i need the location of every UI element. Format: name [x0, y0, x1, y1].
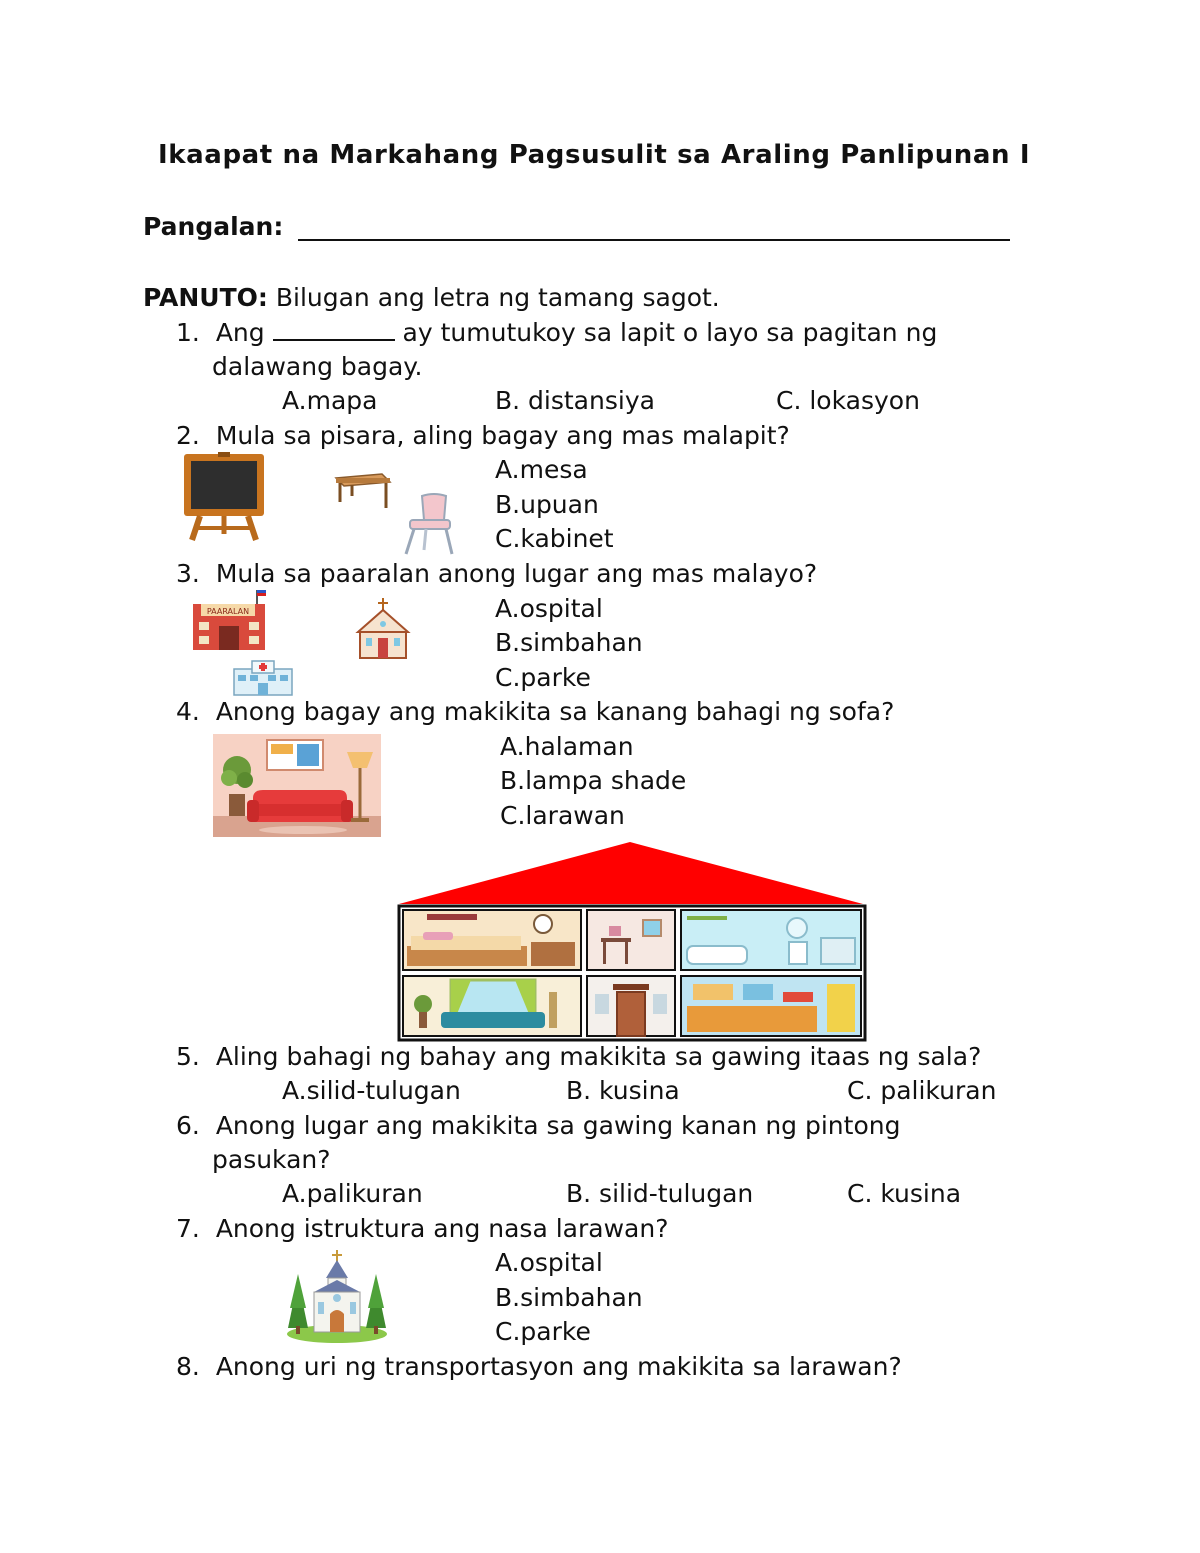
church-icon — [354, 598, 412, 660]
choice-5b[interactable]: B. kusina — [566, 1076, 680, 1105]
question-4 — [176, 695, 894, 729]
choice-3a[interactable]: A.ospital — [495, 594, 603, 623]
study-room — [587, 910, 675, 970]
choice-3c[interactable]: C.parke — [495, 663, 591, 692]
instructions-label: PANUTO: — [143, 283, 268, 312]
question-7 — [176, 1212, 668, 1246]
question-number: 4. — [176, 697, 200, 726]
chair-icon — [400, 492, 460, 556]
question-1 — [176, 316, 937, 350]
question-text: ay tumutukoy sa lapit o layo sa pagitan ng — [402, 318, 938, 347]
question-text: Anong uri ng transportasyon ang makikita sa larawan? — [215, 1352, 902, 1381]
question-number: 7. — [176, 1214, 200, 1243]
question-text: Aling bahagi ng bahay ang makikita sa gawing itaas ng sala? — [215, 1042, 982, 1071]
question-number: 5. — [176, 1042, 200, 1071]
bathroom-room — [681, 910, 861, 970]
choice-7c[interactable]: C.parke — [495, 1317, 591, 1346]
choice-6c[interactable]: C. kusina — [847, 1179, 962, 1208]
kitchen-room — [681, 976, 861, 1036]
church-with-trees-icon — [284, 1250, 390, 1344]
question-number: 6. — [176, 1111, 200, 1140]
choice-2a[interactable]: A.mesa — [495, 455, 588, 484]
question-number: 8. — [176, 1352, 200, 1381]
instructions — [143, 281, 720, 315]
question-3 — [176, 557, 817, 591]
choice-1b[interactable]: B. distansiya — [495, 386, 655, 415]
question-text: Anong lugar ang makikita sa gawing kanan ng pintong — [215, 1111, 901, 1140]
choice-5c[interactable]: C. palikuran — [847, 1076, 997, 1105]
table-icon — [334, 472, 392, 510]
house-diagram-icon — [397, 842, 867, 1042]
bedroom-room — [403, 910, 581, 970]
choice-3b[interactable]: B.simbahan — [495, 628, 643, 657]
question-6 — [176, 1109, 900, 1143]
choice-5a[interactable]: A.silid-tulugan — [282, 1076, 461, 1105]
question-6-line2: pasukan? — [212, 1145, 331, 1174]
school-sign: PAARALAN — [206, 607, 250, 616]
question-2 — [176, 419, 790, 453]
instructions-text: Bilugan ang letra ng tamang sagot. — [275, 283, 720, 312]
choice-6a[interactable]: A.palikuran — [282, 1179, 423, 1208]
question-text: Ang — [215, 318, 265, 347]
question-1-line2: dalawang bagay. — [212, 352, 423, 381]
choice-4a[interactable]: A.halaman — [500, 732, 634, 761]
question-text: Anong bagay ang makikita sa kanang bahagi ng sofa? — [215, 697, 895, 726]
name-input-line[interactable] — [298, 239, 1010, 241]
choice-4b[interactable]: B.lampa shade — [500, 766, 687, 795]
choice-7a[interactable]: A.ospital — [495, 1248, 603, 1277]
living-room — [403, 976, 581, 1036]
question-text: Anong istruktura ang nasa larawan? — [215, 1214, 669, 1243]
hospital-icon — [232, 661, 294, 697]
answer-blank — [273, 319, 395, 341]
choice-6b[interactable]: B. silid-tulugan — [566, 1179, 754, 1208]
question-text: Mula sa paaralan anong lugar ang mas malayo? — [215, 559, 818, 588]
chalkboard-icon — [182, 452, 266, 542]
name-label: Pangalan: — [143, 212, 284, 241]
page-title: Ikaapat na Markahang Pagsusulit sa Araling Panlipunan I — [158, 140, 1031, 170]
choice-1a[interactable]: A.mapa — [282, 386, 378, 415]
question-5 — [176, 1040, 981, 1074]
question-number: 1. — [176, 318, 200, 347]
choice-2c[interactable]: C.kabinet — [495, 524, 614, 553]
question-text: Mula sa pisara, aling bagay ang mas malapit? — [215, 421, 790, 450]
choice-7b[interactable]: B.simbahan — [495, 1283, 643, 1312]
entrance-room — [587, 976, 675, 1036]
choice-4c[interactable]: C.larawan — [500, 801, 625, 830]
school-icon — [191, 588, 267, 652]
question-number: 3. — [176, 559, 200, 588]
question-number: 2. — [176, 421, 200, 450]
choice-1c[interactable]: C. lokasyon — [776, 386, 920, 415]
living-room-icon — [213, 734, 381, 837]
question-8 — [176, 1350, 902, 1384]
choice-2b[interactable]: B.upuan — [495, 490, 599, 519]
